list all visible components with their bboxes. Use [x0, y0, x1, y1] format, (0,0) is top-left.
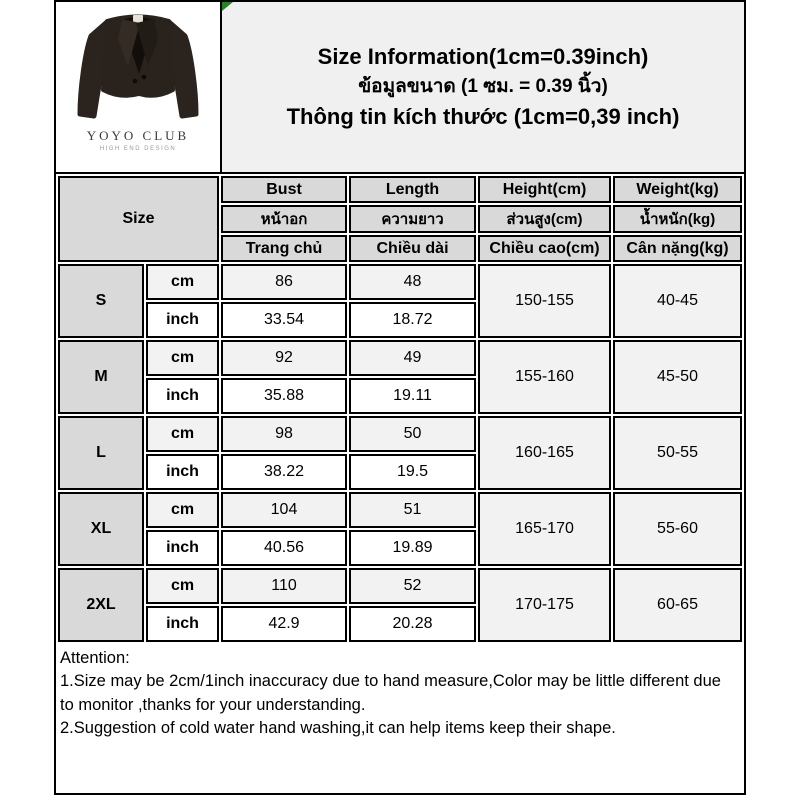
unit-inch: inch: [146, 302, 219, 338]
height-range: 170-175: [478, 568, 611, 642]
blazer-product-image: [63, 8, 213, 126]
unit-cm: cm: [146, 568, 219, 604]
weight-range: 40-45: [613, 264, 742, 338]
col-header-length-vi: Chiều dài: [349, 235, 476, 262]
weight-range: 50-55: [613, 416, 742, 490]
unit-cm: cm: [146, 264, 219, 300]
col-header-length-th: ความยาว: [349, 205, 476, 233]
attention-line-1: 1.Size may be 2cm/1inch inaccuracy due to hand measure,Color may be little different due to monitor ,thanks for your understanding.: [60, 672, 726, 714]
col-header-weight-vi: Cân nặng(kg): [613, 235, 742, 262]
length-cm-value: 48: [349, 264, 476, 300]
unit-inch: inch: [146, 530, 219, 566]
length-cm-value: 51: [349, 492, 476, 528]
unit-cm: cm: [146, 340, 219, 376]
height-range: 155-160: [478, 340, 611, 414]
size-chart-sheet: [54, 0, 746, 795]
length-inch-value: 18.72: [349, 302, 476, 338]
col-header-length-en: Length: [349, 176, 476, 203]
bust-inch-value: 40.56: [221, 530, 347, 566]
title-english: Size Information(1cm=0.39inch): [317, 43, 649, 69]
col-header-height-th: ส่วนสูง(cm): [478, 205, 611, 233]
col-header-bust-en: Bust: [221, 176, 347, 203]
title-cell: [222, 2, 744, 172]
size-label-s: S: [58, 264, 144, 338]
length-inch-value: 19.5: [349, 454, 476, 490]
length-cm-value: 52: [349, 568, 476, 604]
table-row: [58, 264, 742, 300]
bust-inch-value: 42.9: [221, 606, 347, 642]
top-block: [56, 2, 744, 174]
unit-inch: inch: [146, 378, 219, 414]
bust-inch-value: 33.54: [221, 302, 347, 338]
length-inch-value: 20.28: [349, 606, 476, 642]
bust-inch-value: 35.88: [221, 378, 347, 414]
weight-range: 55-60: [613, 492, 742, 566]
size-label-m: M: [58, 340, 144, 414]
size-label-xl: XL: [58, 492, 144, 566]
col-header-bust-th: หน้าอก: [221, 205, 347, 233]
header-row-english: [58, 176, 742, 203]
bust-cm-value: 92: [221, 340, 347, 376]
attention-line-2: 2.Suggestion of cold water hand washing,it can help items keep their shape.: [60, 719, 616, 738]
height-range: 160-165: [478, 416, 611, 490]
title-thai: ข้อมูลขนาด (1 ซม. = 0.39 นิ้ว): [358, 75, 608, 97]
length-inch-value: 19.11: [349, 378, 476, 414]
bust-cm-value: 86: [221, 264, 347, 300]
bust-inch-value: 38.22: [221, 454, 347, 490]
col-header-height-en: Height(cm): [478, 176, 611, 203]
unit-cm: cm: [146, 492, 219, 528]
col-header-weight-en: Weight(kg): [613, 176, 742, 203]
bust-cm-value: 110: [221, 568, 347, 604]
bust-cm-value: 98: [221, 416, 347, 452]
length-cm-value: 49: [349, 340, 476, 376]
brand-name: YOYO CLUB: [86, 128, 190, 143]
length-inch-value: 19.89: [349, 530, 476, 566]
product-image-cell: [56, 2, 222, 172]
unit-cm: cm: [146, 416, 219, 452]
weight-range: 45-50: [613, 340, 742, 414]
size-label-l: L: [58, 416, 144, 490]
col-header-weight-th: น้ำหนัก(kg): [613, 205, 742, 233]
size-header-cell: Size: [58, 176, 219, 262]
weight-range: 60-65: [613, 568, 742, 642]
col-header-bust-vi: Trang chủ: [221, 235, 347, 262]
brand-tagline: HIGH END DESIGN: [99, 146, 177, 152]
size-table: [56, 174, 744, 644]
attention-note: [56, 644, 744, 793]
length-cm-value: 50: [349, 416, 476, 452]
unit-inch: inch: [146, 606, 219, 642]
bust-cm-value: 104: [221, 492, 347, 528]
col-header-height-vi: Chiều cao(cm): [478, 235, 611, 262]
unit-inch: inch: [146, 454, 219, 490]
corner-marker-icon: [222, 2, 233, 11]
height-range: 150-155: [478, 264, 611, 338]
size-label-2xl: 2XL: [58, 568, 144, 642]
table-row: [58, 568, 742, 604]
height-range: 165-170: [478, 492, 611, 566]
table-row: [58, 492, 742, 528]
attention-heading: Attention:: [60, 649, 130, 667]
title-vietnamese: Thông tin kích thước (1cm=0,39 inch): [286, 104, 680, 130]
table-row: [58, 340, 742, 376]
table-row: [58, 416, 742, 452]
